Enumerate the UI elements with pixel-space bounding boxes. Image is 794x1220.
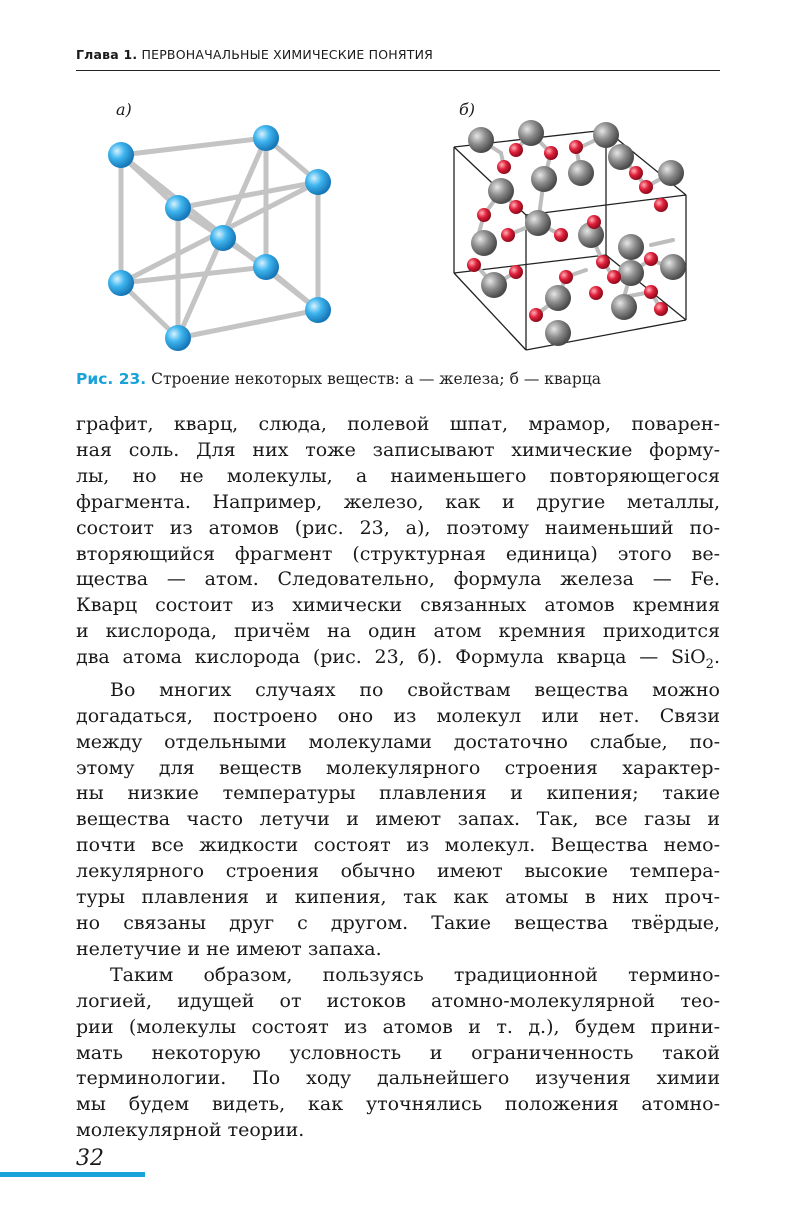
text-line: мать некоторую условность и ограниченность такой [76, 1041, 720, 1064]
text-line: между отдельными молекулами достаточно слабые, по- [76, 730, 720, 753]
figure-caption [76, 370, 720, 388]
formula-subscript: 2 [705, 656, 714, 672]
crystal-structures-illustration [76, 95, 720, 360]
figure-label-b: б) [459, 100, 476, 119]
iron-lattice [108, 125, 331, 351]
text-line: вторяющийся фрагмент (структурная единица) этого ве- [76, 542, 720, 565]
page-number: 32 [76, 1146, 104, 1171]
text-line: фрагмента. Например, железо, как и другие металлы, [76, 490, 720, 513]
text-line: терминологии. По ходу дальнейшего изучения химии [76, 1067, 720, 1090]
text-line: ная соль. Для них тоже записывают химические форму- [76, 438, 720, 461]
text-line: Таким образом, пользуясь традиционной термино- [110, 963, 720, 986]
formula-line-text: два атома кислорода (рис. 23, б). Формула кварца — SiO [76, 646, 706, 669]
figure-label-a: а) [116, 100, 132, 119]
text-line: Во многих случаях по свойствам вещества можно [110, 678, 720, 701]
body-text [76, 412, 720, 1144]
text-line: туры плавления и кипения, так как атомы в них проч- [76, 886, 720, 909]
text-line: этому для веществ молекулярного строения характер- [76, 756, 720, 779]
figure-number: Рис. 23. [76, 370, 147, 388]
text-line: лы, но не молекулы, а наименьшего повторяющегося [76, 464, 720, 487]
text-line: рии (молекулы состоят из атомов и т. д.), будем прини- [76, 1015, 720, 1038]
caption-text: Строение некоторых веществ: а — железа; б — кварца [151, 370, 602, 388]
text-line: щества — атом. Следовательно, формула железа — Fe. [76, 568, 720, 591]
figure-23 [76, 95, 720, 360]
text-line: лекулярного строения обычно имеют высокие темпера- [76, 860, 720, 883]
text-line: состоит из атомов (рис. 23, а), поэтому наименьший по- [76, 516, 720, 539]
text-line: но связаны друг с другом. Такие вещества твёрдые, [76, 912, 720, 935]
text-line: молекулярной теории. [76, 1119, 305, 1142]
quartz-lattice [454, 120, 686, 350]
text-line: догадаться, построено оно из молекул или нет. Связи [76, 704, 720, 727]
text-line: и кислорода, причём на один атом кремния приходится [76, 620, 720, 643]
chapter-number: Глава 1. [76, 47, 138, 62]
text-line: почти все жидкости состоят из молекул. Вещества немо- [76, 834, 720, 857]
page-number-bar [0, 1172, 145, 1177]
text-line: графит, кварц, слюда, полевой шпат, мрамор, поварен- [76, 413, 720, 435]
text-line: логией, идущей от истоков атомно-молекулярной тео- [76, 989, 720, 1012]
text-line-formula [76, 645, 720, 678]
text-line: вещества часто летучи и имеют запах. Так, все газы и [76, 808, 720, 831]
text-line: нелетучие и не имеют запаха. [76, 937, 382, 960]
text-line: Кварц состоит из химически связанных атомов кремния [76, 594, 720, 617]
formula-period: . [713, 646, 720, 669]
text-line: мы будем видеть, как уточнялись положения атомно- [76, 1093, 720, 1116]
text-line: ны низкие температуры плавления и кипения; такие [76, 782, 720, 805]
running-header [76, 47, 720, 71]
chapter-title: ПЕРВОНАЧАЛЬНЫЕ ХИМИЧЕСКИЕ ПОНЯТИЯ [141, 47, 434, 62]
